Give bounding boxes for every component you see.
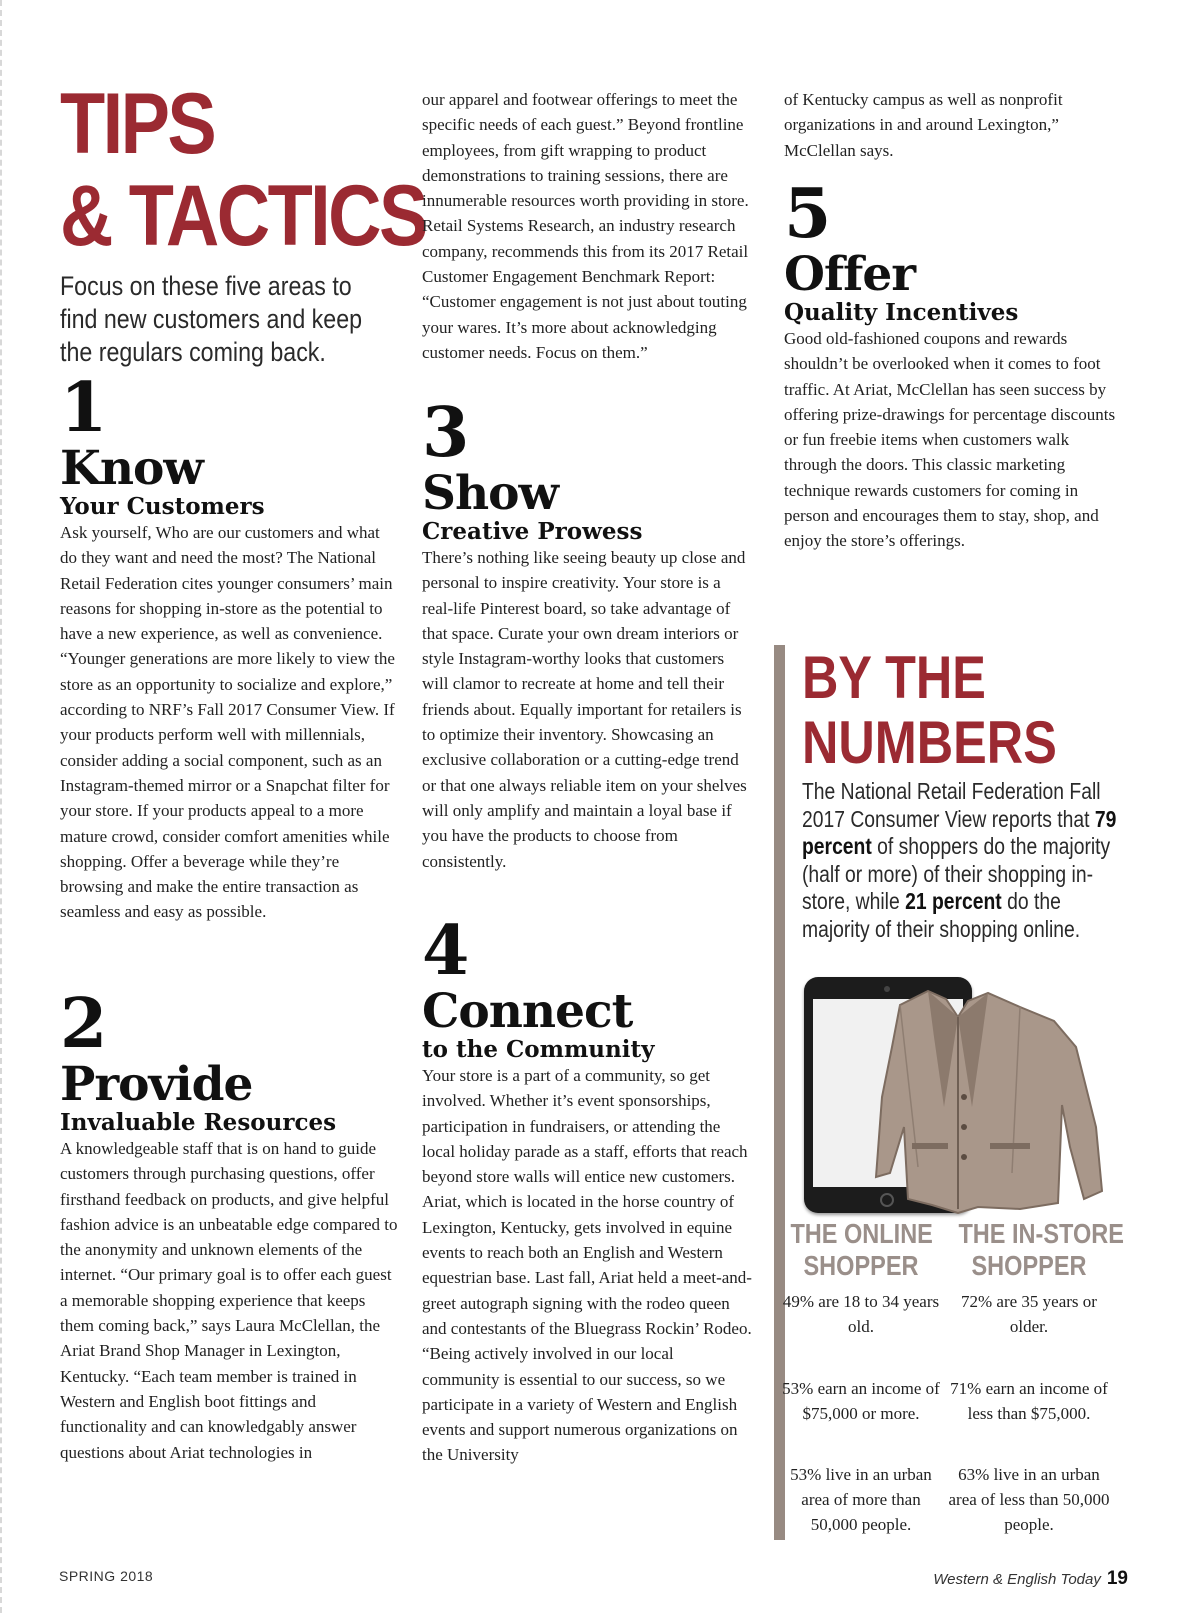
- intro-stat-instore: 79 percent: [802, 805, 1117, 859]
- footer-folio: [933, 1568, 1128, 1590]
- section-heading: Offer: [784, 247, 916, 302]
- intro-text: do the majority of their shopping online.: [802, 888, 1081, 942]
- sidebar-title-line-2: NUMBERS: [802, 709, 1057, 776]
- section-4: [422, 911, 752, 1468]
- section-subheading: Invaluable Resources: [60, 1109, 337, 1136]
- section-body: A knowledgeable staff that is on hand to guide customers through purchasing questions, offer firsthand feedback on products, and give helpful fashion advice is an unbeatable edge compared to the anonymity and unknown elements of the internet. “Our primary goal is to offer each guest a memorable shopping experience that keeps them coming back,” says Laura McClellan, the Ariat Brand Shop Manager in Lexington, Kentucky. “Each team member is trained in Western and English boot fittings and functionality and can knowledgably answer questions about Ariat technologies in: [60, 1139, 398, 1462]
- by-the-numbers-sidebar: [774, 645, 1144, 1540]
- page-title: [60, 78, 426, 262]
- section-2: [60, 984, 400, 1465]
- online-stat-age: 49% are 18 to 34 years old.: [782, 1292, 940, 1336]
- instore-shopper-heading: [958, 1218, 1124, 1282]
- online-stat-income: 53% earn an income of $75,000 or more.: [782, 1379, 940, 1423]
- section-body: Your store is a part of a community, so get involved. Whether it’s event sponsorships, participation in fundraisers, or attending the local holiday parade as a staff, efforts that reach beyond store walls will entice new customers. Ariat, which is located in the horse country of Lexington, Kentucky, gets involved in equine events to reach both an English and Western equestrian base. Last fall, Ariat held a meet-and-greet autograph signing with the rodeo queen and contestants of the Bluegrass Rockin’ Rodeo. “Being actively involved in our local community is essential to our success, so we participate in a variety of Western and English events and support numerous organizations on the University: [422, 1066, 752, 1465]
- sidebar-intro: [802, 778, 1121, 943]
- section-1: [60, 368, 400, 925]
- section-subheading: Your Customers: [60, 493, 265, 520]
- section-body: Good old-fashioned coupons and rewards shouldn’t be overlooked when it comes to foot traffic. At Ariat, McClellan has seen success by offering prize-drawings for percentage discounts or fun freebie items when customers walk through the doors. This classic marketing technique rewards customers for coming in person and encourages them to stay, shop, and enjoy the store’s offerings.: [784, 329, 1116, 551]
- footer-publication: Western & English Today: [933, 1571, 1101, 1588]
- instore-stat-urban: 63% live in an urban area of less than 50,000 people.: [948, 1465, 1110, 1534]
- section-5: [784, 174, 1124, 554]
- online-shopper-heading: [790, 1218, 931, 1282]
- footer-issue: SPRING 2018: [59, 1568, 154, 1584]
- deck: Focus on these five areas to find new customers and keep the regulars coming back.: [60, 271, 363, 367]
- online-shopper-column: [777, 1218, 945, 1534]
- intro-text: of shoppers do the majority (half or more) of their shopping in-store, while: [802, 833, 1111, 914]
- section-heading: Show: [422, 466, 558, 521]
- instore-stat-age: 72% are 35 years or older.: [961, 1292, 1097, 1336]
- section-3: [422, 393, 752, 874]
- section-subheading: Quality Incentives: [784, 299, 1019, 326]
- online-stat-urban: 53% live in an urban area of more than 50,000 people.: [790, 1465, 932, 1534]
- heading-line: SHOPPER: [803, 1250, 919, 1281]
- section-number: 3: [422, 393, 470, 473]
- intro-stat-online: 21 percent: [905, 888, 1002, 914]
- sidebar-title-line-1: BY THE: [802, 644, 986, 711]
- section-4-continuation: of Kentucky campus as well as nonprofit organizations in and around Lexington,” McClellan says.: [784, 90, 1063, 160]
- heading-line: THE IN-STORE: [958, 1218, 1124, 1249]
- page-edge: [0, 0, 5, 1613]
- section-number: 2: [60, 984, 108, 1064]
- section-subheading: Creative Prowess: [422, 518, 643, 545]
- intro-text: The National Retail Federation Fall 2017 Consumer View reports that: [802, 778, 1101, 832]
- jacket-icon: [808, 977, 1108, 1217]
- section-number: 1: [60, 368, 108, 448]
- title-line-1: TIPS: [60, 76, 215, 172]
- section-heading: Know: [60, 441, 203, 496]
- page-number: 19: [1106, 1568, 1128, 1589]
- heading-line: THE ONLINE: [790, 1218, 933, 1249]
- instore-shopper-column: [945, 1218, 1124, 1534]
- section-body: Ask yourself, Who are our customers and what do they want and need the most? The National Retail Federation cites younger consumers’ main reasons for shopping in-store as the potential to have a new experience, as well as convenience. “Younger generations are more likely to view the store as an opportunity to socialize and explore,” according to NRF’s Fall 2017 Consumer View. If your products perform well with millennials, consider adding a social component, such as an Instagram-themed mirror or a Snapchat filter for your store. If your products appeal to a more mature crowd, consider comfort amenities while shopping. Offer a beverage while they’re browsing and make the entire transaction as seamless and easy as possible.: [60, 523, 395, 922]
- section-subheading: to the Community: [422, 1036, 655, 1063]
- sidebar-title: [802, 645, 1057, 775]
- title-line-2: & TACTICS: [60, 168, 426, 264]
- section-heading: Provide: [60, 1057, 253, 1112]
- section-body: There’s nothing like seeing beauty up close and personal to inspire creativity. Your store is a real-life Pinterest board, so take advantage of that space. Curate your own dream interiors or style Instagram-worthy looks that customers will clamor to recreate at home and tell their friends about. Equally important for retailers is to optimize their inventory. Showcasing an exclusive collaboration or a cutting-edge trend or that one always reliable item on your shelves will only amplify and maintain a loyal base if you have the products to choose from consistently.: [422, 548, 747, 871]
- section-number: 5: [784, 174, 832, 254]
- section-2-continuation: our apparel and footwear offerings to meet the specific needs of each guest.” Beyond frontline employees, from gift wrapping to product demonstrations to training sessions, there are innumerable resources worth providing in store. Retail Systems Research, an industry research company, recommends this from its 2017 Retail Customer Engagement Benchmark Report: “Customer engagement is not just about touting your wares. It’s more about acknowledging customer needs. Focus on them.”: [422, 90, 749, 362]
- instore-stat-income: 71% earn an income of less than $75,000.: [950, 1379, 1108, 1423]
- section-heading: Connect: [422, 984, 633, 1039]
- heading-line: SHOPPER: [971, 1250, 1087, 1281]
- section-number: 4: [422, 911, 470, 991]
